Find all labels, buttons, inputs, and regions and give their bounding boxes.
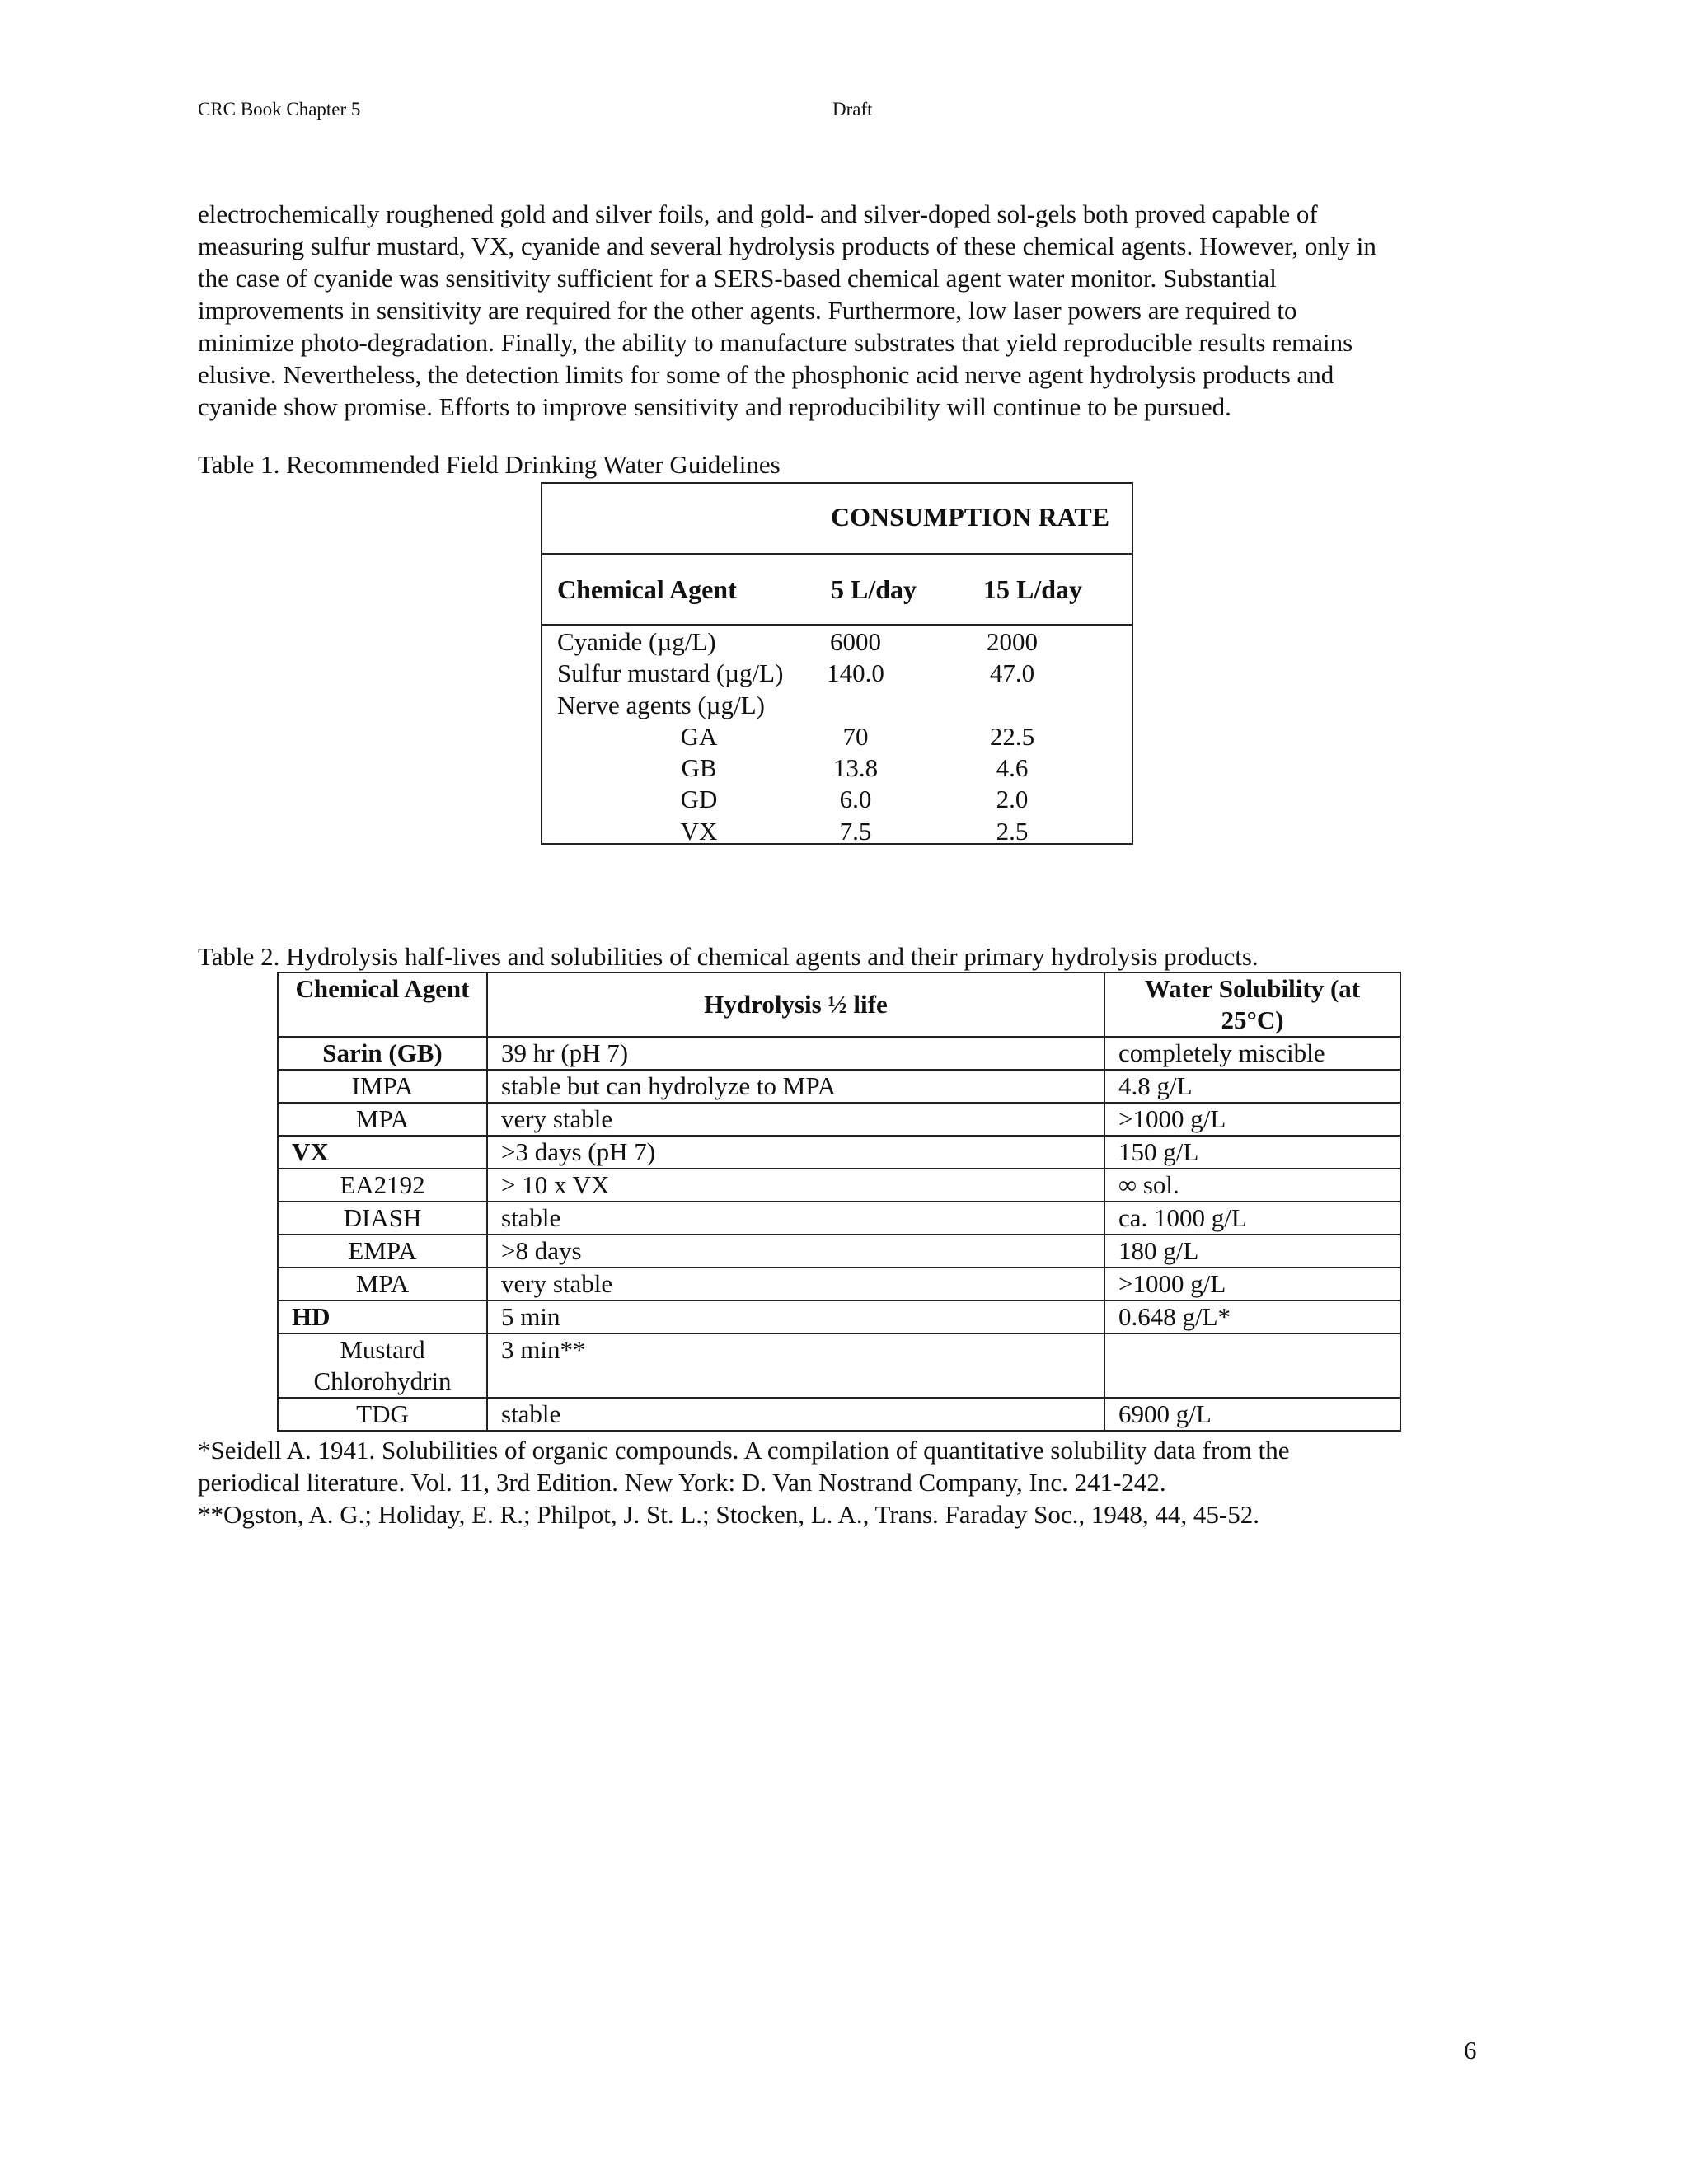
paragraph-line: measuring sulfur mustard, VX, cyanide and several hydrolysis products of these chemical agents. However, only in (198, 232, 1376, 260)
table2-cell-agent: MPA (278, 1268, 487, 1301)
table2-header-row (278, 972, 1400, 1037)
table1-cell-agent: Sulfur mustard (µg/L) (557, 658, 784, 688)
paragraph-line: the case of cyanide was sensitivity sufficient for a SERS-based chemical agent water monitor. Substantial (198, 264, 1277, 293)
table2-row (278, 1398, 1400, 1431)
table1 (541, 482, 1133, 845)
table1-cell-agent: Nerve agents (µg/L) (557, 690, 765, 719)
table2-header-solubility: Water Solubility (at 25°C) (1104, 972, 1400, 1037)
table2-cell-halflife: >3 days (pH 7) (487, 1136, 1104, 1169)
running-header-center: Draft (832, 99, 873, 120)
table2-cell-halflife: 39 hr (pH 7) (487, 1037, 1104, 1070)
table2-row (278, 1070, 1400, 1103)
table1-title: CONSUMPTION RATE (831, 502, 1110, 532)
paragraph-line: cyanide show promise. Efforts to improve sensitivity and reproducibility will continue to be pursued. (198, 392, 1231, 421)
table2-cell-solubility: completely miscible (1104, 1037, 1400, 1070)
table2-cell-halflife: 5 min (487, 1301, 1104, 1333)
table2-cell-agent: Sarin (GB) (278, 1037, 487, 1070)
table1-cell-5l: 6.0 (839, 785, 872, 814)
table2-cell-agent: TDG (278, 1398, 487, 1431)
table2-cell-halflife: very stable (487, 1103, 1104, 1136)
table1-header-row (542, 555, 1132, 626)
table1-header-5l: 5 L/day (831, 574, 917, 604)
table2-row (278, 1301, 1400, 1333)
table2-cell-solubility: 0.648 g/L* (1104, 1301, 1400, 1333)
table1-cell-agent: Cyanide (µg/L) (557, 627, 716, 656)
table1-cell-5l: 140.0 (827, 658, 884, 688)
table2-cell-solubility: 6900 g/L (1104, 1398, 1400, 1431)
table2-cell-agent: DIASH (278, 1202, 487, 1235)
footnote-line: *Seidell A. 1941. Solubilities of organic compounds. A compilation of quantitative solubility data from the (198, 1436, 1290, 1465)
table2-row (278, 1268, 1400, 1301)
table1-row (542, 627, 1132, 658)
body-paragraph (198, 198, 1484, 423)
table1-row (542, 658, 1132, 690)
footnotes (198, 1434, 1290, 1530)
table1-header-agent: Chemical Agent (557, 574, 737, 604)
table2-cell-solubility: 150 g/L (1104, 1136, 1400, 1169)
table1-cell-agent: GA (680, 721, 718, 751)
table2-cell-halflife: very stable (487, 1268, 1104, 1301)
table1-cell-15l: 47.0 (989, 658, 1035, 688)
table1-cell-15l: 4.6 (996, 753, 1029, 783)
table1-cell-agent: GB (681, 753, 717, 783)
table2-cell-solubility (1104, 1333, 1400, 1398)
paragraph-line: electrochemically roughened gold and silver foils, and gold- and silver-doped sol-gels both proved capable of (198, 199, 1318, 228)
table1-cell-15l: 2.5 (996, 816, 1029, 846)
table1-row (542, 722, 1132, 753)
table1-title-row (542, 484, 1132, 555)
table2-cell-halflife: > 10 x VX (487, 1169, 1104, 1202)
table1-cell-agent: VX (680, 816, 718, 846)
footnote-line: **Ogston, A. G.; Holiday, E. R.; Philpot, J. St. L.; Stocken, L. A., Trans. Faraday Soc., 1948, 44, 45-52. (198, 1500, 1259, 1529)
table2-cell-agent: IMPA (278, 1070, 487, 1103)
table1-cell-5l: 70 (842, 721, 869, 751)
table1-body (542, 626, 1132, 848)
paragraph-line: minimize photo-degradation. Finally, the ability to manufacture substrates that yield reproducible results remains (198, 328, 1353, 357)
table2-cell-halflife: stable but can hydrolyze to MPA (487, 1070, 1104, 1103)
table2-cell-solubility: 4.8 g/L (1104, 1070, 1400, 1103)
table2-cell-halflife: stable (487, 1202, 1104, 1235)
table2-caption: Table 2. Hydrolysis half-lives and solubilities of chemical agents and their primary hydrolysis products. (198, 942, 1259, 971)
page-number: 6 (1464, 2036, 1477, 2064)
table2-cell-solubility: >1000 g/L (1104, 1103, 1400, 1136)
table1-row (542, 785, 1132, 816)
table1-cell-15l: 2000 (987, 627, 1038, 656)
table2-body (278, 1037, 1400, 1431)
table1-caption: Table 1. Recommended Field Drinking Water Guidelines (198, 450, 781, 479)
table2-cell-agent: EMPA (278, 1235, 487, 1268)
table2-cell-agent: EA2192 (278, 1169, 487, 1202)
table2-cell-agent: HD (278, 1301, 487, 1333)
table2-row (278, 1136, 1400, 1169)
table2-cell-agent: VX (278, 1136, 487, 1169)
table1-header-15l: 15 L/day (983, 574, 1083, 604)
table1-row (542, 753, 1132, 785)
paragraph-line: improvements in sensitivity are required for the other agents. Furthermore, low laser powers are required to (198, 296, 1297, 325)
table1-row (542, 691, 1132, 722)
table2-cell-halflife: >8 days (487, 1235, 1104, 1268)
table2-row (278, 1333, 1400, 1398)
footnote-line: periodical literature. Vol. 11, 3rd Edition. New York: D. Van Nostrand Company, Inc. 241-242. (198, 1468, 1166, 1497)
table2-cell-solubility: ∞ sol. (1104, 1169, 1400, 1202)
table2-cell-agent: MPA (278, 1103, 487, 1136)
table2-cell-solubility: ca. 1000 g/L (1104, 1202, 1400, 1235)
table2-cell-solubility: 180 g/L (1104, 1235, 1400, 1268)
table2-cell-agent: Mustard Chlorohydrin (278, 1333, 487, 1398)
table2-row (278, 1037, 1400, 1070)
paragraph-line: elusive. Nevertheless, the detection limits for some of the phosphonic acid nerve agent hydrolysis products and (198, 360, 1334, 389)
table2-row (278, 1169, 1400, 1202)
table1-row (542, 817, 1132, 848)
table1-cell-15l: 22.5 (989, 721, 1035, 751)
table1-cell-5l: 6000 (830, 627, 881, 656)
table2-row (278, 1202, 1400, 1235)
table1-cell-5l: 7.5 (839, 816, 872, 846)
table2-header-halflife: Hydrolysis ½ life (487, 972, 1104, 1037)
table2-cell-halflife: 3 min** (487, 1333, 1104, 1398)
table1-cell-5l: 13.8 (832, 753, 879, 783)
running-header-left: CRC Book Chapter 5 (198, 99, 361, 120)
table2-cell-halflife: stable (487, 1398, 1104, 1431)
table1-cell-agent: GD (680, 785, 718, 814)
table2-row (278, 1103, 1400, 1136)
table2 (277, 972, 1401, 1432)
table2-header-agent: Chemical Agent (278, 972, 487, 1037)
table2-row (278, 1235, 1400, 1268)
table2-cell-solubility: >1000 g/L (1104, 1268, 1400, 1301)
table1-cell-15l: 2.0 (996, 785, 1029, 814)
